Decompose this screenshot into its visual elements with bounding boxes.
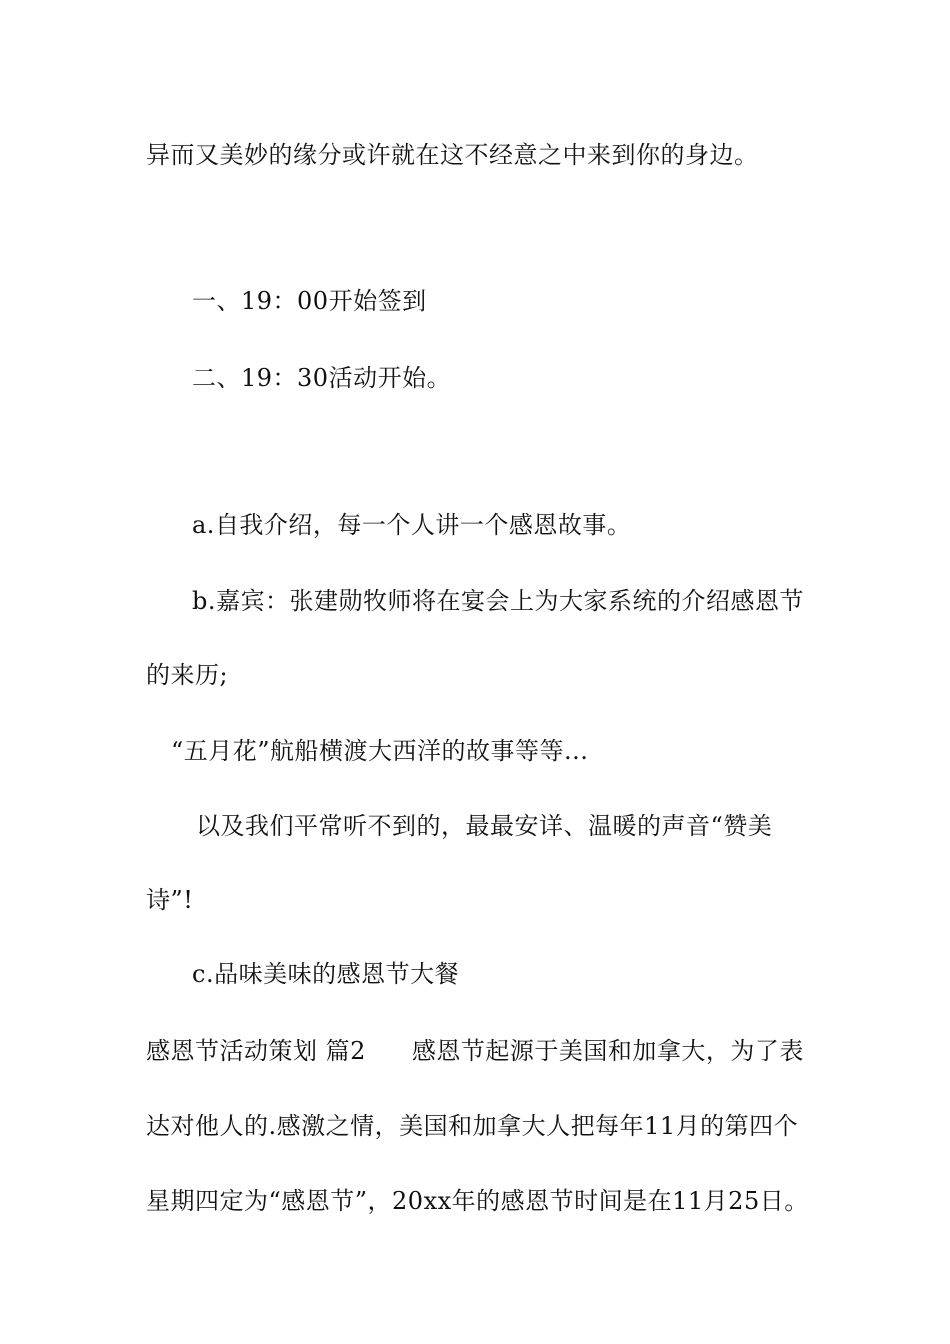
mayflower-line: “五月花”航船横渡大西洋的故事等等...: [171, 737, 589, 765]
paragraph-line: 异而又美妙的缘分或许就在这不经意之中来到你的身边。: [146, 141, 759, 169]
hymn-line: 以及我们平常听不到的，最最安详、温暖的声音“赞美: [196, 812, 773, 840]
activity-item-a: a.自我介绍，每一个人讲一个感恩故事。: [192, 511, 632, 539]
paragraph-line: 星期四定为“感恩节”，20xx年的感恩节时间是在11月25日。: [146, 1187, 809, 1215]
activity-item-b-continued: 的来历;: [146, 661, 229, 689]
section-heading: 感恩节活动策划 篇2: [146, 1037, 366, 1065]
schedule-item-start: 二、19：30活动开始。: [192, 364, 452, 392]
hymn-line-continued: 诗”!: [146, 886, 194, 914]
paragraph-line: 达对他人的.感激之情，美国和加拿大人把每年11月的第四个: [146, 1112, 799, 1140]
activity-item-b: b.嘉宾：张建勋牧师将在宴会上为大家系统的介绍感恩节: [192, 587, 804, 615]
schedule-item-checkin: 一、19：00开始签到: [192, 287, 427, 315]
section-heading-line: [146, 1035, 804, 1067]
section-intro-text: 感恩节起源于美国和加拿大，为了表: [411, 1037, 804, 1065]
activity-item-c: c.品味美味的感恩节大餐: [192, 960, 460, 988]
